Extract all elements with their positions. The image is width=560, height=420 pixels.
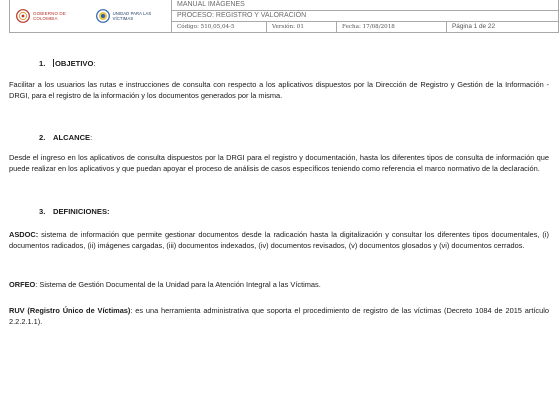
definition-asdoc [9, 230, 549, 251]
document-header [9, 0, 559, 33]
section-alcance-heading [39, 133, 92, 142]
section-colon: : [90, 133, 93, 142]
section-title: ALCANCE [53, 133, 91, 142]
definition-text: sistema de información que permite gestionar documentos desde la radicación hasta la digitalización y consultar los diferentes tipos documentales, (i) documentos radicados, (ii) imágenes cargadas, (iii) documentos indexados, (iv) documentos revisados, (v) documentos glosados y (vi) documentos cerrados. [9, 230, 549, 250]
manual-title: MANUAL IMÁGENES [172, 0, 558, 11]
section-objetivo-heading [39, 59, 96, 68]
header-info [172, 0, 558, 32]
gobierno-logo-text: GOBIERNO DE COLOMBIA [33, 11, 66, 21]
unidad-logo-text: UNIDAD PARA LAS VÍCTIMAS [112, 11, 152, 21]
definition-term: ORFEO [9, 280, 36, 289]
definition-text: : Sistema de Gestión Documental de la Unidad para la Atención Integral a las Víctimas. [35, 280, 321, 289]
section-definiciones-heading [39, 207, 110, 216]
document-meta [172, 22, 558, 32]
section-number: 1. [39, 59, 46, 68]
document-date: Fecha: 17/08/2018 [337, 22, 447, 32]
alcance-paragraph: Desde el ingreso en los aplicativos de consulta dispuestos por la DRGI para el registro y documentación, hasta los diferentes tipos de consulta de información que puede realizar en los aplicativos y que puedan apoyar el proceso de análisis de casos específicos teniendo como referencia el marco normativo de la declaración. [9, 153, 549, 173]
gobierno-logo [16, 9, 90, 23]
definition-orfeo [9, 280, 549, 291]
definition-ruv [9, 306, 549, 327]
page-number: Página 1 de 22 [452, 23, 495, 30]
gobierno-seal-icon [16, 9, 30, 23]
definition-text: : es una herramienta administrativa que soporta el procedimiento de registro de las víctimas (Decreto 1084 de 2015 artículo 2.2.2.1.1). [9, 306, 549, 326]
document-version: Versión: 01 [267, 22, 337, 32]
definition-term: ASDOC: [9, 230, 39, 239]
unidad-seal-icon [96, 9, 110, 23]
unidad-victimas-logo [96, 9, 171, 23]
section-title: DEFINICIONES: [53, 207, 110, 216]
header-logos [10, 0, 172, 32]
document-code: Código: 510,05,04-5 [172, 22, 267, 32]
section-colon: : [93, 59, 96, 68]
section-number: 3. [39, 207, 46, 216]
section-number: 2. [39, 133, 46, 142]
definition-term: RUV (Registro Único de Víctimas) [9, 306, 131, 315]
text-cursor [53, 59, 54, 67]
process-title: PROCESO: REGISTRO Y VALORACIÓN [172, 11, 558, 22]
objetivo-paragraph: Facilitar a los usuarios las rutas e instrucciones de consulta con respecto a los aplicativos dispuestos por la Dirección de Registro y Gestión de la Información - DRGI, para el registro de la información y los documentos generados por la misma. [9, 80, 549, 100]
section-title: OBJETIVO [55, 59, 94, 68]
